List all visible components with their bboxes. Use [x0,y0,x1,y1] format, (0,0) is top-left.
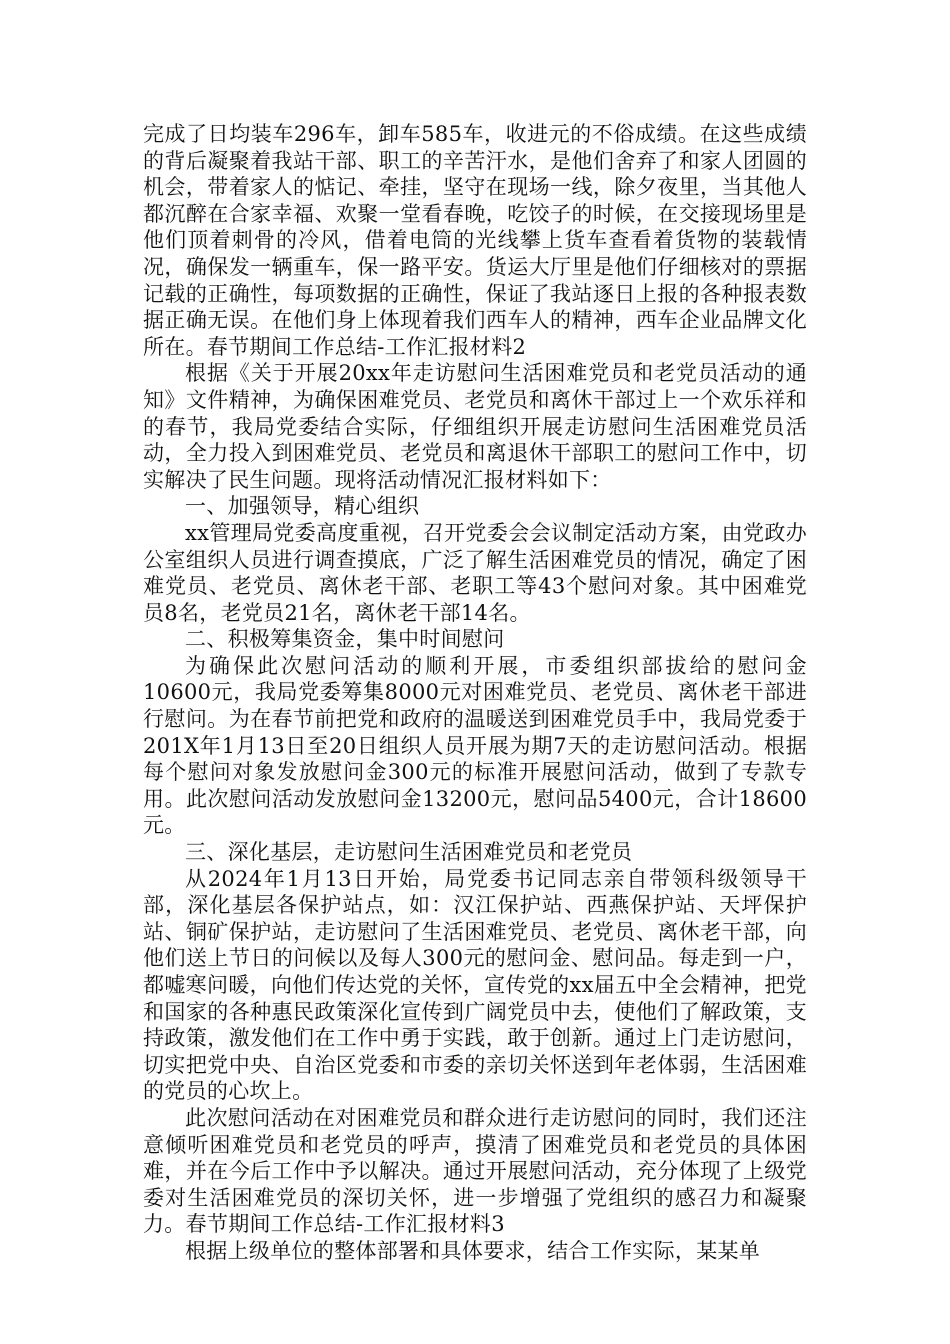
section-heading-3: 三、深化基层，走访慰问生活困难党员和老党员 [185,840,633,865]
document-body [143,121,807,1265]
paragraph-section-1: xx管理局党委高度重视，召开党委会会议制定活动方案，由党政办公室组织人员进行调查摸底，广泛了解生活困难党员的情况，确定了困难党员、老党员、离休老干部、老职工等43个慰问对象。其中困难党员8名，老党员21名，离休老干部14名。 [143,520,807,625]
paragraph-continuation: 完成了日均装车296车，卸车585车，收进元的不俗成绩。在这些成绩的背后凝聚着我站干部、职工的辛苦汗水，是他们舍弃了和家人团圆的机会，带着家人的惦记、牵挂，坚守在现场一线，除夕夜里，当其他人都沉醉在合家幸福、欢聚一堂看春晚，吃饺子的时候，在交接现场里是他们顶着刺骨的冷风，借着电筒的光线攀上货车查看着货物的装载情况，确保发一辆重车，保一路平安。货运大厅里是他们仔细核对的票据记载的正确性，每项数据的正确性，保证了我站逐日上报的各种报表数据正确无误。在他们身上体现着我们西车人的精神，西车企业品牌文化所在。春节期间工作总结-工作汇报材料2 [143,122,807,359]
paragraph-report-3-start: 根据上级单位的整体部署和具体要求，结合工作实际，某某单 [185,1238,761,1263]
section-heading-2: 二、积极筹集资金，集中时间慰问 [185,627,505,652]
paragraph-section-3: 从2024年1月13日开始，局党委书记同志亲自带领科级领导干部，深化基层各保护站点，如：汉江保护站、西燕保护站、天坪保护站、铜矿保护站，走访慰问了生活困难党员、老党员、离休老干部，向他们送上节日的问候以及每人300元的慰问金、慰问品。每走到一户，都嘘寒问暖，向他们传达党的关怀，宣传党的xx届五中全会精神，把党和国家的各种惠民政策深化宣传到广阔党员中去，使他们了解政策，支持政策，激发他们在工作中勇于实践，敢于创新。通过上门走访慰问，切实把党中央、自治区党委和市委的亲切关怀送到年老体弱，生活困难的党员的心坎上。 [143,866,807,1104]
section-heading-1: 一、加强领导，精心组织 [185,494,420,519]
paragraph-intro-report-2: 根据《关于开展20xx年走访慰问生活困难党员和老党员活动的通知》文件精神，为确保困难党员、老党员和离休干部过上一个欢乐祥和的春节，我局党委结合实际，仔细组织开展走访慰问生活困难党员活动，全力投入到困难党员、老党员和离退休干部职工的慰问工作中，切实解决了民生问题。现将活动情况汇报材料如下： [143,361,807,492]
paragraph-section-2: 为确保此次慰问活动的顺利开展，市委组织部拔给的慰问金10600元，我局党委筹集8000元对困难党员、老党员、离休老干部进行慰问。为在春节前把党和政府的温暖送到困难党员手中，我局党委于201X年1月13日至20日组织人员开展为期7天的走访慰问活动。根据每个慰问对象发放慰问金300元的标准开展慰问活动，做到了专款专用。此次慰问活动发放慰问金13200元，慰问品5400元，合计18600元。 [143,653,807,838]
paragraph-summary: 此次慰问活动在对困难党员和群众进行走访慰问的同时，我们还注意倾听困难党员和老党员的呼声，摸清了困难党员和老党员的具体困难，并在今后工作中予以解决。通过开展慰问活动，充分体现了上级党委对生活困难党员的深切关怀，进一步增强了党组织的感召力和凝聚力。春节期间工作总结-工作汇报材料3 [143,1105,807,1237]
